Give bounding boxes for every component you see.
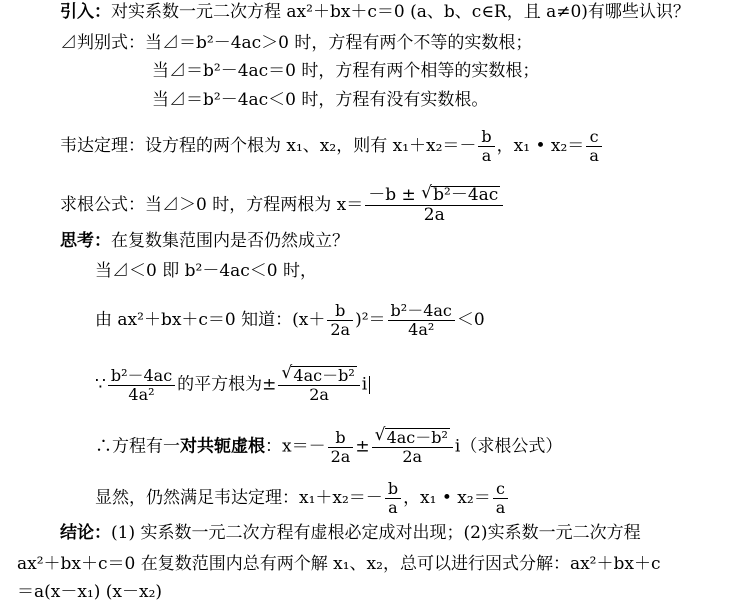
conclusion-label: 结论 [60,523,94,543]
discriminant-case-3: 当⊿＝b²－4ac＜0 时，方程有没有实数根。 [152,90,489,110]
discriminant-label: ⊿判别式： [60,33,145,53]
step3-bold: 对共轭虚根 [180,436,265,457]
step1-fraction [327,302,353,339]
think-label: 思考 [60,231,94,251]
intro-label: 引入 [60,2,94,22]
step2-mid: 的平方根为± [177,374,277,395]
conclusion-line-3: ＝a(x－x₁) (x－x₂) [17,582,163,602]
step2-radicand: 4ac－b² [293,366,355,385]
think-step-3 [95,428,562,466]
think-case: 当⊿＜0 即 b²－4ac＜0 时， [95,261,318,281]
intro-colon: ： [94,2,111,22]
sqrt-sign [421,186,500,205]
vieta-sum-denominator: a [481,146,492,165]
step4-denominator-1: a [388,498,398,517]
step3-pm: ± [355,436,370,457]
step3-denominator-2: 2a [402,447,423,466]
vieta-sum-fraction [478,128,494,165]
step2-root-denominator: 2a [309,385,329,404]
step1-denominator: 2a [330,320,351,339]
step2-root-fraction [278,366,359,404]
think-question: 在复数集范围内是否仍然成立？ [111,231,349,251]
step3-radicand: 4ac－b² [386,428,448,447]
step1-numerator: b [327,302,353,321]
step2-root-numerator [278,366,359,386]
step4-fraction-1 [385,480,401,517]
step1-rhs-denominator: 4a² [408,320,435,339]
vieta-product-denominator: a [589,146,599,165]
root-formula-numerator [365,186,503,206]
think-step-4 [95,480,510,517]
step4-fraction-2 [493,480,509,517]
step4-prefix: 显然，仍然满足韦达定理：x₁＋x₂＝－ [95,488,383,508]
step3-fraction-1 [328,429,354,466]
vieta-product-fraction [586,128,602,165]
discriminant-case-2: 当⊿＝b²－4ac＝0 时，方程有两个相等的实数根； [152,61,540,81]
step2-numerator: b²－4ac [108,367,175,386]
step1-mid: )²＝ [355,310,386,330]
conclusion-colon: ： [94,523,111,543]
think-colon: ： [94,231,111,251]
vieta-prefix: 韦达定理：设方程的两个根为 x₁、x₂，则有 x₁＋x₂＝－ [60,136,477,156]
discriminant-line-1 [60,33,532,53]
vieta-sum-numerator: b [478,128,494,147]
step4-denominator-2: a [495,498,506,517]
step4-mid: ，x₁ • x₂＝ [403,488,491,508]
intro-text: 对实系数一元二次方程 ax²＋bx＋c＝0 (a、b、c∈R，且 a≠0)有哪些认识？ [111,2,690,22]
discriminant-case-1: 当⊿＝b²－4ac＞0 时，方程有两个不等的实数根； [145,33,533,53]
step3-fraction-2 [372,428,453,466]
step4-numerator-2: c [493,480,509,499]
step1-suffix: ＜0 [456,310,485,330]
step2-denominator: 4a² [128,384,155,404]
vieta-line [60,128,604,165]
think-line [60,231,349,251]
think-step-2 [95,366,370,404]
root-formula-denominator: 2a [423,205,445,225]
step3-prefix: ∴方程有一 [95,436,180,457]
sqrt-sign [281,366,356,385]
step3-denominator-1: 2a [330,446,351,466]
text-cursor [369,376,370,394]
root-formula-radicand: b²－4ac [433,185,499,205]
step1-rhs-numerator: b²－4ac [388,302,455,321]
step1-rhs-fraction [388,302,455,339]
root-formula-prefix: 求根公式：当⊿＞0 时，方程两根为 x＝ [60,195,364,215]
step3-suffix: i（求根公式） [454,436,563,457]
step2-fraction [108,367,175,404]
step3-numerator-1: b [328,429,354,448]
root-formula-fraction [365,186,503,225]
think-step-1 [95,302,485,339]
vieta-product-numerator: c [586,128,602,147]
step2-suffix: i [361,374,368,395]
step2-prefix: ∵ [95,374,106,395]
step1-prefix: 由 ax²＋bx＋c＝0 知道：(x＋ [95,310,326,330]
step3-numerator-2 [372,428,453,448]
root-formula-num-left: －b ± [368,185,416,205]
sqrt-sign [375,428,450,447]
vieta-mid: ，x₁ • x₂＝ [496,136,585,156]
intro-line [60,2,690,22]
root-formula-line [60,186,505,225]
conclusion-text-1: (1) 实系数一元二次方程有虚根必定成对出现；(2)实系数一元二次方程 [111,523,641,543]
conclusion-line-1 [60,523,641,543]
conclusion-line-2: ax²＋bx＋c＝0 在复数范围内总有两个解 x₁、x₂，总可以进行因式分解：ax²＋bx＋c [17,554,661,574]
step4-numerator-1: b [385,480,401,499]
step3-mid: ：x＝－ [265,436,326,457]
